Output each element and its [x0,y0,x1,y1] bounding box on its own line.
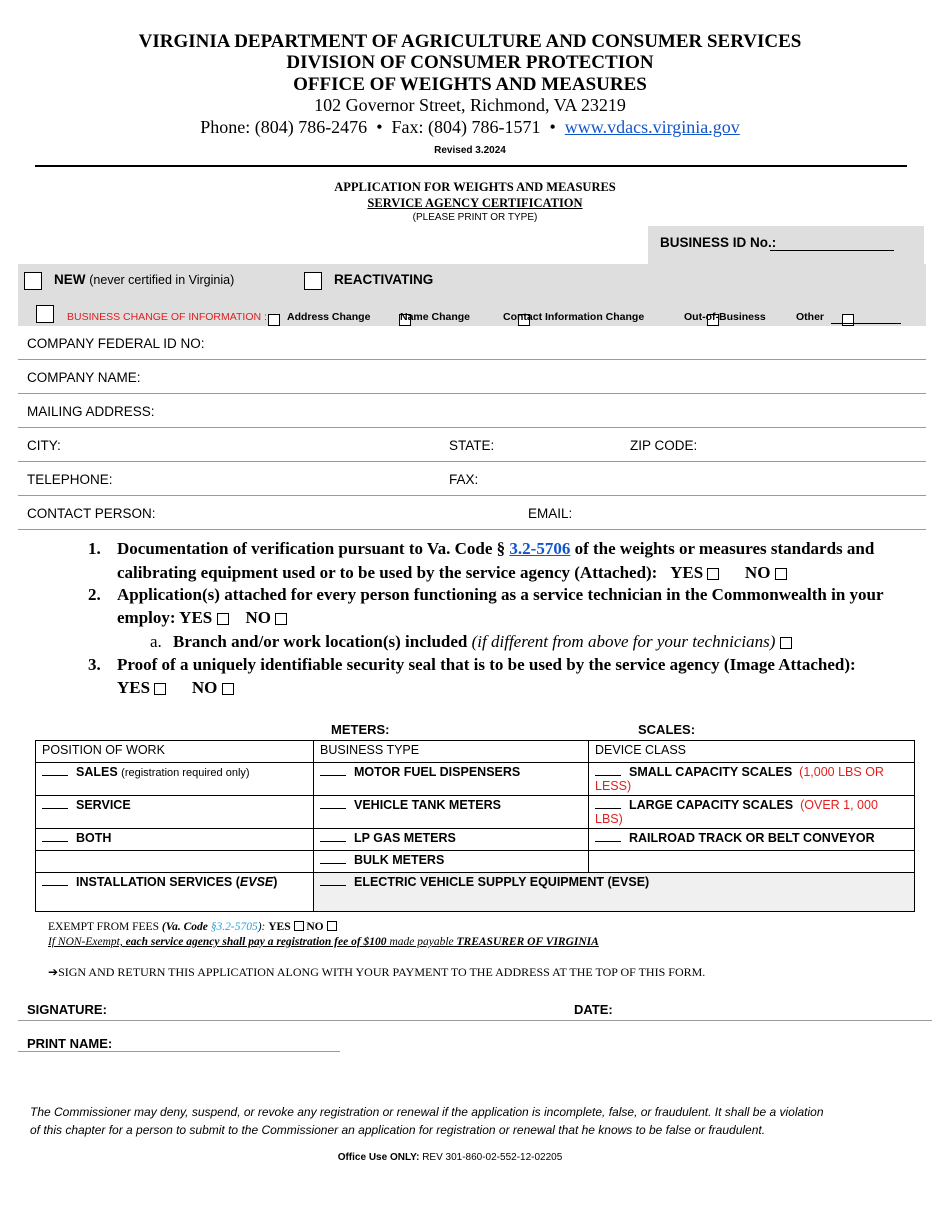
item-1-no-label: NO [744,563,771,582]
item-3-no-label: NO [191,678,218,697]
evse-label: ELECTRIC VEHICLE SUPPLY EQUIPMENT (EVSE) [354,875,650,889]
office-use-label: Office Use ONLY: [337,1152,420,1163]
item-1-text [117,537,917,560]
vehicle-tank-label: VEHICLE TANK METERS [354,798,501,812]
sign-return-line [48,965,705,980]
business-id-box [648,226,924,264]
division-name: DIVISION OF CONSUMER PROTECTION [286,52,654,73]
telephone-fax-row[interactable] [18,462,926,496]
table-row [36,829,915,851]
website-link[interactable]: www.vdacs.virginia.gov [564,117,740,137]
bulk-cell[interactable] [314,851,589,873]
date-label: DATE: [574,1002,613,1017]
code-3-2-5706-link[interactable]: 3.2-5706 [509,539,571,558]
signature-label: SIGNATURE: [27,1002,107,1017]
large-scales-label: LARGE CAPACITY SCALES [629,798,794,812]
disclaimer [30,1103,824,1139]
exempt-yes-label: YES [268,921,291,933]
motor-fuel-blank[interactable] [320,765,346,776]
installation-cell[interactable] [36,873,314,912]
item-3-yes-checkbox[interactable] [154,683,166,695]
signature-line[interactable] [18,1020,932,1021]
contact-email-row[interactable] [18,496,926,530]
item-2-text: Application(s) attached for every person functioning as a service technician in the Commonwealth in your [117,585,884,604]
item-1-yes-checkbox[interactable] [707,568,719,580]
contact-change-label: Contact Information Change [503,311,645,323]
fax-label: FAX: [449,472,479,487]
non-exempt-b: each service agency shall pay a registration fee of $100 [125,936,387,948]
table-row [36,851,915,873]
bullet-separator: • [544,117,561,137]
agency-name: VIRGINIA DEPARTMENT OF AGRICULTURE AND CONSUMER SERVICES [138,31,802,52]
exempt-fees-line [48,921,337,933]
other-input[interactable] [831,323,901,324]
disclaimer-line-2: of this chapter for a person to submit to the Commissioner an application for registration or renewal that he knows to be false or fraudulent. [30,1123,766,1137]
table-row [36,763,915,796]
installation-evse: EVSE [239,875,274,889]
small-scales-cell[interactable] [589,763,915,796]
code-suffix: ): [257,921,266,933]
sales-cell[interactable] [36,763,314,796]
small-scales-note: (1,000 LBS OR LESS) [595,765,884,793]
non-exempt-c: made payable [389,936,454,948]
evse-cell[interactable] [314,873,915,912]
change-info-checkbox[interactable] [36,305,54,323]
exempt-no-label: NO [306,921,324,933]
code-prefix: (Va. Code [161,921,208,933]
change-info-label: BUSINESS CHANGE OF INFORMATION : [67,311,267,323]
mailing-address-field[interactable] [18,394,926,428]
new-note: (never certified in Virginia) [89,273,235,287]
out-of-business-label: Out-of-Business [684,311,766,323]
item-2-no-label: NO [245,608,271,627]
work-classification-table [35,740,915,912]
motor-fuel-cell[interactable] [314,763,589,796]
bulk-label: BULK METERS [354,853,445,867]
fax-text: Fax: (804) 786-1571 [391,117,541,137]
non-exempt-a: If NON-Exempt, [48,936,123,948]
office-name: OFFICE OF WEIGHTS AND MEASURES [293,74,647,95]
evse-blank[interactable] [320,875,346,886]
telephone-label: TELEPHONE: [27,472,113,487]
large-scales-note: (OVER 1, 000 LBS) [595,798,878,826]
rev-number: REV 301-860-02-552-12-02205 [422,1152,563,1163]
reactivating-checkbox[interactable] [304,272,322,290]
small-scales-blank[interactable] [595,765,621,776]
agency-address: 102 Governor Street, Richmond, VA 23219 [314,95,626,115]
item-2a-text [173,630,792,653]
header-divider [35,165,907,167]
bullet-separator: • [371,117,387,137]
item-1-text-b: of the weights or measures standards and [574,539,875,558]
state-label: STATE: [449,438,495,453]
railroad-blank[interactable] [595,831,621,842]
small-scales-label: SMALL CAPACITY SCALES [629,765,793,779]
meters-heading: METERS: [331,722,390,737]
phone-text: Phone: (804) 786-2476 [200,117,368,137]
arrow-icon: ➔ [48,965,59,979]
large-scales-cell[interactable] [589,796,915,829]
empty-cell [589,851,915,873]
new-checkbox[interactable] [24,272,42,290]
item-3-yes-label: YES [117,678,151,697]
item-1-number: 1. [88,539,101,558]
other-label: Other [796,311,825,323]
exempt-yes-checkbox[interactable] [294,921,304,931]
sales-label: SALES [76,765,118,779]
lp-gas-cell[interactable] [314,829,589,851]
contact-line [0,117,940,138]
print-name-line[interactable] [18,1051,340,1052]
print-name-label: PRINT NAME: [27,1036,113,1051]
city-state-zip-row[interactable] [18,428,926,462]
item-2a-checkbox[interactable] [780,637,792,649]
item-2-no-checkbox[interactable] [275,613,287,625]
sign-return-text: SIGN AND RETURN THIS APPLICATION ALONG WITH YOUR PAYMENT TO THE ADDRESS AT THE TOP OF THIS FORM. [58,965,706,979]
address-change-label: Address Change [287,311,371,323]
print-instruction-text: PLEASE PRINT OR TYPE [415,212,534,223]
item-3-number: 3. [88,655,101,674]
new-label: NEW [54,272,86,287]
disclaimer-line-1: The Commissioner may deny, suspend, or revoke any registration or renewal if the application is incomplete, false, or fraudulent. It shall be a violation [30,1105,824,1119]
table-row [36,873,915,912]
header-position-of-work: POSITION OF WORK [36,741,314,763]
lp-gas-blank[interactable] [320,831,346,842]
zip-label: ZIP CODE: [630,438,698,453]
item-1-line2 [117,561,787,584]
item-2-yes-label: YES [179,608,213,627]
business-id-label: BUSINESS ID No.: [660,235,777,250]
city-label: CITY: [27,438,61,453]
item-2-yes-checkbox[interactable] [217,613,229,625]
contact-person-label: CONTACT PERSON: [27,506,156,521]
item-2-text-b: employ: [117,608,176,627]
both-blank[interactable] [42,831,68,842]
form-title: APPLICATION FOR WEIGHTS AND MEASURES [334,180,616,194]
scales-heading: SCALES: [638,722,696,737]
name-change-label: Name Change [400,311,471,323]
item-1-text-c: calibrating equipment used or to be used by the service agency (Attached): [117,563,658,582]
vehicle-tank-cell[interactable] [314,796,589,829]
railroad-cell[interactable] [589,829,915,851]
vehicle-tank-blank[interactable] [320,798,346,809]
revision-date: Revised 3.2024 [434,145,506,156]
address-change-checkbox[interactable] [268,314,280,326]
new-option [54,272,234,287]
item-3-line2 [117,676,234,699]
service-cell[interactable] [36,796,314,829]
service-blank[interactable] [42,798,68,809]
table-header-row [36,741,915,763]
federal-id-label: COMPANY FEDERAL ID NO: [27,336,205,351]
motor-fuel-label: MOTOR FUEL DISPENSERS [354,765,521,779]
item-2a-number: a. [150,632,162,651]
table-row [36,796,915,829]
item-2a-label: Branch and/or work location(s) included [173,632,468,651]
reactivating-label: REACTIVATING [334,272,434,287]
non-exempt-d: TREASURER OF VIRGINIA [456,936,599,948]
print-instruction: (PLEASE PRINT OR TYPE) [412,212,538,223]
company-name-field[interactable] [18,360,926,394]
federal-id-field[interactable] [18,326,926,360]
exempt-no-checkbox[interactable] [327,921,337,931]
railroad-label: RAILROAD TRACK OR BELT CONVEYOR [629,831,875,845]
sales-note: (registration required only) [121,767,250,779]
item-2a-note: (if different from above for your technicians) [471,632,776,651]
large-scales-blank[interactable] [595,798,621,809]
form-subtitle: SERVICE AGENCY CERTIFICATION [367,196,583,210]
item-1-text-a: Documentation of verification pursuant to Va. Code § [117,539,506,558]
both-label: BOTH [76,831,112,845]
email-label: EMAIL: [528,506,573,521]
office-use-line [0,1152,900,1163]
both-cell[interactable] [36,829,314,851]
bulk-blank[interactable] [320,853,346,864]
installation-blank[interactable] [42,875,68,886]
item-1-yes-label: YES [670,563,704,582]
header-business-type: BUSINESS TYPE [314,741,589,763]
sales-blank[interactable] [42,765,68,776]
installation-close-paren: ) [273,875,278,889]
item-3-text: Proof of a uniquely identifiable security seal that is to be used by the service agency (Image Attached): [117,655,856,674]
item-1-no-checkbox[interactable] [775,568,787,580]
item-2-line2 [117,606,287,629]
lp-gas-label: LP GAS METERS [354,831,456,845]
business-id-input[interactable] [770,250,894,251]
header-device-class: DEVICE CLASS [589,741,915,763]
service-label: SERVICE [76,798,131,812]
non-exempt-line [48,936,599,948]
empty-cell [36,851,314,873]
code-3-2-5705-link[interactable]: §3.2-5705 [210,921,258,933]
company-name-label: COMPANY NAME: [27,370,141,385]
item-2-number: 2. [88,585,101,604]
installation-label: INSTALLATION SERVICES ( [76,875,240,889]
mailing-address-label: MAILING ADDRESS: [27,404,155,419]
item-3-no-checkbox[interactable] [222,683,234,695]
exempt-label: EXEMPT FROM FEES [48,921,159,933]
